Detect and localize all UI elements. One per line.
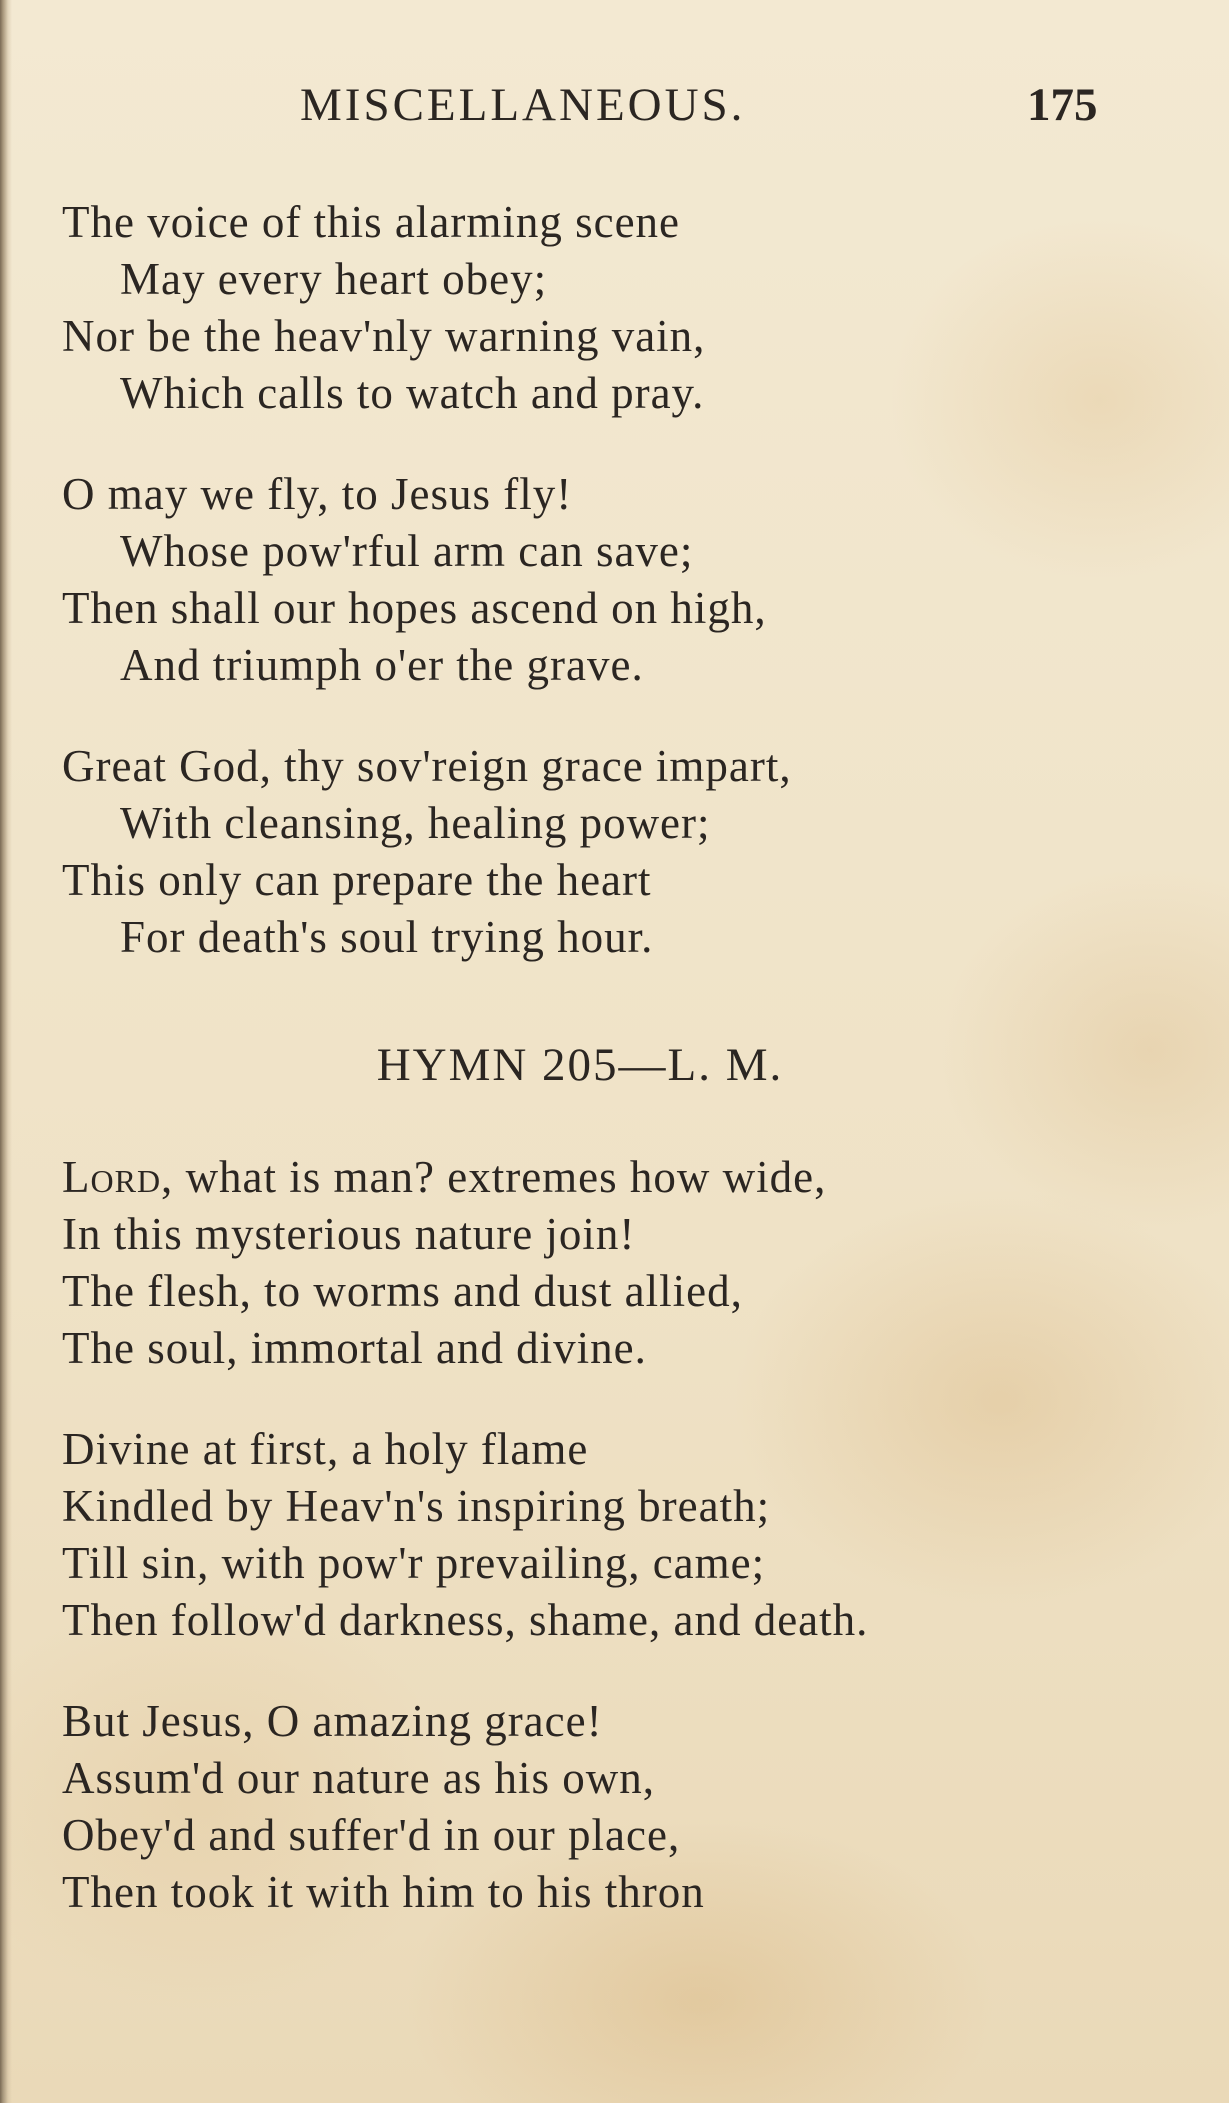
verse-line: The flesh, to worms and dust allied,	[62, 1266, 743, 1316]
running-head: MISCELLANEOUS.	[300, 79, 746, 131]
verse-line: Kindled by Heav'n's inspiring breath;	[62, 1481, 771, 1531]
verse-line: Then follow'd darkness, shame, and death.	[62, 1595, 869, 1645]
verse-line: Divine at first, a holy flame	[62, 1424, 589, 1474]
verse-line: Which calls to watch and pray.	[120, 368, 705, 418]
verse-line: For death's soul trying hour.	[120, 912, 654, 962]
verse-line: Then took it with him to his thron	[62, 1867, 705, 1917]
first-word: Lord,	[62, 1152, 174, 1202]
verse-line: Till sin, with pow'r prevailing, came;	[62, 1538, 766, 1588]
page-header	[0, 78, 1229, 138]
verse-line: Obey'd and suffer'd in our place,	[62, 1810, 681, 1860]
verse-line	[62, 1152, 827, 1202]
verse-line: Great God, thy sov'reign grace impart,	[62, 741, 792, 791]
verse-line: And triumph o'er the grave.	[120, 640, 644, 690]
verse-line: Then shall our hopes ascend on high,	[62, 583, 767, 633]
verse-line: Assum'd our nature as his own,	[62, 1753, 656, 1803]
verse-line: O may we fly, to Jesus fly!	[62, 469, 573, 519]
verse-line: May every heart obey;	[120, 254, 548, 304]
page-number: 175	[1027, 79, 1098, 131]
first-line-rest: what is man? extremes how wide,	[173, 1152, 827, 1202]
verse-line: Whose pow'rful arm can save;	[120, 526, 694, 576]
verse-line: Nor be the heav'nly warning vain,	[62, 311, 706, 361]
verse-line: The voice of this alarming scene	[62, 197, 681, 247]
verse-line: This only can prepare the heart	[62, 855, 652, 905]
verse-line: The soul, immortal and divine.	[62, 1323, 647, 1373]
verse-line: With cleansing, healing power;	[120, 798, 711, 848]
verse-line: But Jesus, O amazing grace!	[62, 1696, 603, 1746]
hymn-title: HYMN 205—L. M.	[376, 1039, 784, 1091]
verse-line: In this mysterious nature join!	[62, 1209, 636, 1259]
